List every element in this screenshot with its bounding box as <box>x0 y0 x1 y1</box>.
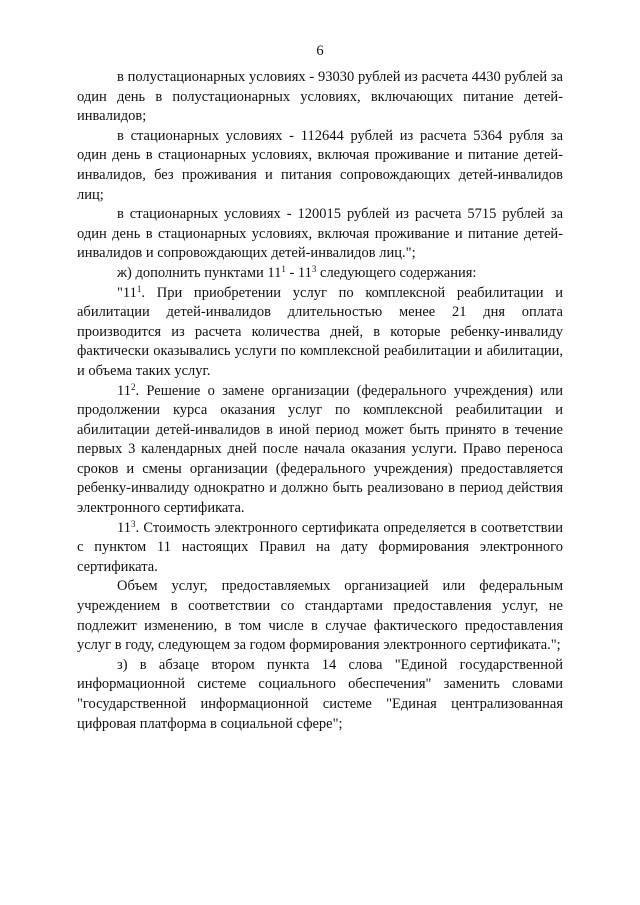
page-number: 6 <box>316 43 324 59</box>
paragraph-service-volume: Объем услуг, предоставляемых организацией или федеральным учреждением в соответствии со стандартами предоставления услуг, не подлежит изменению, в том числе в случае фактического предоставления услуг в году, следующем за годом формирования электронного сертификата."; <box>77 578 563 654</box>
document-body <box>77 68 563 734</box>
paragraph-clause-11-1: "$11^1$. При приобретении услуг по комплексной реабилитации и абилитации детей-инвалидов длительностью менее 21 дня оплата производится из расчета количества дней, в которые ребенку-инвалиду фактически оказывались услуги по комплексной реабилитации и абилитации, и объема таких услуг. <box>77 283 563 379</box>
paragraph-stationary-with-escort: в стационарных условиях - 120015 рублей из расчета 5715 рублей за один день в стационарных условиях, включая проживание и питание детей-инвалидов и сопровождающих детей-инвалидов лиц."; <box>77 206 563 262</box>
paragraph-item-zh: ж) дополнить пунктами $11^1 - 11^3$ следующего содержания: <box>117 263 477 281</box>
paragraph-semistationary: в полустационарных условиях - 93030 рублей из расчета 4430 рублей за один день в полустационарных условиях, включающих питание детей-инвалидов; <box>77 69 563 125</box>
paragraph-clause-11-2: $11^2$. Решение о замене организации (федерального учреждения) или продолжении курса оказания услуг по комплексной реабилитации и абилитации детей-инвалидов в иной период может быть принято в течение первых 3 календарных дней после начала оказания услуги. Право переноса сроков и смены организации (федерального учреждения) предоставляется ребенку-инвалиду однократно и должно быть реализовано в период действия электронного сертификата. <box>77 381 563 517</box>
paragraph-item-z: з) в абзаце втором пункта 14 слова "Единой государственной информационной системе социального обеспечения" заменить словами "государственной информационной системе "Единая централизованная цифровая платформа в социальной сфере"; <box>77 656 563 732</box>
paragraph-clause-11-3: $11^3$. Стоимость электронного сертификата определяется в соответствии с пунктом 11 настоящих Правил на дату формирования электронного сертификата. <box>77 518 563 575</box>
paragraph-stationary-without-escort: в стационарных условиях - 112644 рублей из расчета 5364 рубля за один день в стационарных условиях, включая проживание и питание детей-инвалидов, без проживания и питания сопровождающих детей-инвалидов лиц; <box>77 127 563 203</box>
